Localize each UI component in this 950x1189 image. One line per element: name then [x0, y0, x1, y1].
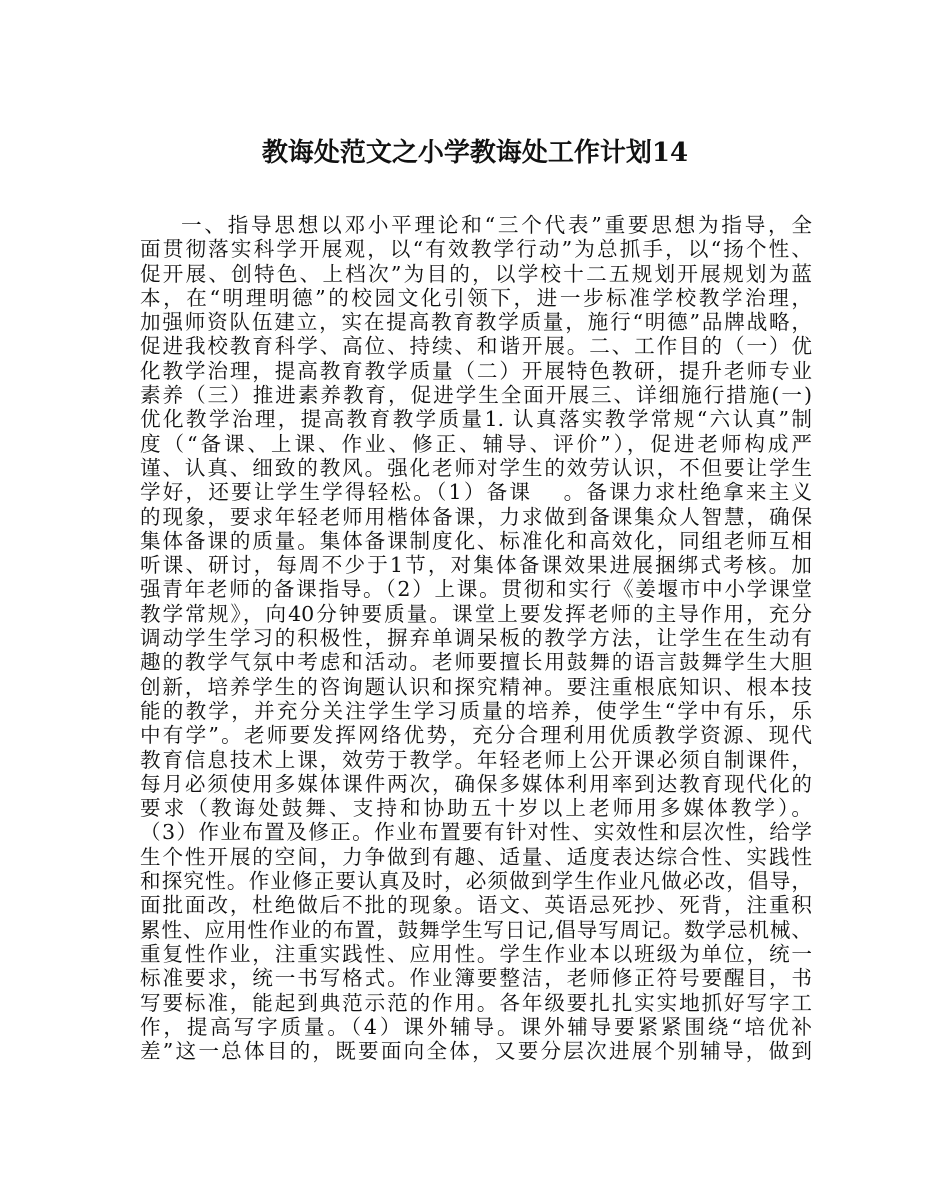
body-text-line: 促开展、创特色、上档次”为目的，以学校十二五规划开展规划为蓝 — [140, 261, 812, 286]
body-text-line: 写要标准，能起到典范示范的作用。各年级要扎扎实实地抓好写字工 — [140, 990, 812, 1015]
body-text-line: 重复性作业，注重实践性、应用性。学生作业本以班级为单位，统一 — [140, 941, 812, 966]
body-text-line: 标准要求，统一书写格式。作业簿要整洁，老师修正符号要醒目，书 — [140, 966, 812, 991]
body-text-line: 强青年老师的备课指导。（2）上课。贯彻和实行《姜堰市中小学课堂 — [140, 577, 812, 602]
body-text-line: 优化教学治理，提高教育教学质量1. 认真落实教学常规“六认真”制 — [140, 407, 812, 432]
body-text-line: 作，提高写字质量。（4）课外辅导。课外辅导要紧紧围绕“培优补 — [140, 1014, 812, 1039]
document-title: 教诲处范文之小学教诲处工作计划14 — [261, 138, 689, 168]
body-text-line: 生个性开展的空间，力争做到有趣、适量、适度表达综合性、实践性 — [140, 844, 812, 869]
body-text-line: 教学常规》，向40分钟要质量。课堂上要发挥老师的主导作用，充分 — [140, 601, 812, 626]
body-text-line: 谨、认真、细致的教风。强化老师对学生的效劳认识，不但要让学生 — [140, 455, 812, 480]
body-text-line: 和探究性。作业修正要认真及时，必须做到学生作业凡做必改，倡导， — [140, 869, 812, 894]
body-text-line: 趣的教学气氛中考虑和活动。老师要擅长用鼓舞的语言鼓舞学生大胆 — [140, 650, 812, 675]
body-text-line: 本，在“明理明德”的校园文化引领下，进一步标准学校教学治理， — [140, 285, 812, 310]
document-body — [140, 213, 812, 1063]
body-text-line: 面批面改，杜绝做后不批的现象。语文、英语忌死抄、死背，注重积 — [140, 893, 812, 918]
body-text-line: 面贯彻落实科学开展观，以“有效教学行动”为总抓手，以“扬个性、 — [140, 237, 812, 262]
body-text-line: 学好，还要让学生学得轻松。（1）备课 。备课力求杜绝拿来主义 — [140, 480, 812, 505]
body-text-line: 差”这一总体目的，既要面向全体，又要分层次进展个别辅导，做到 — [140, 1039, 812, 1064]
body-text-line: 要求（教诲处鼓舞、支持和协助五十岁以上老师用多媒体教学）。 — [140, 796, 812, 821]
body-text-line: （3）作业布置及修正。作业布置要有针对性、实效性和层次性，给学 — [140, 820, 812, 845]
body-text-line: 集体备课的质量。集体备课制度化、标准化和高效化，同组老师互相 — [140, 528, 812, 553]
body-text-line: 素养（三）推进素养教育，促进学生全面开展三、详细施行措施(一) — [140, 383, 812, 408]
body-text-line: 中有学”。老师要发挥网络优势，充分合理利用优质教学资源、现代 — [140, 723, 812, 748]
body-text-line: 能的教学，并充分关注学生学习质量的培养，使学生“学中有乐，乐 — [140, 698, 812, 723]
body-text-line: 化教学治理，提高教育教学质量（二）开展特色教研，提升老师专业 — [140, 358, 812, 383]
body-text-line: 加强师资队伍建立，实在提高教育教学质量，施行“明德”品牌战略， — [140, 310, 812, 335]
body-text-line: 一、指导思想以邓小平理论和“三个代表”重要思想为指导，全 — [181, 213, 812, 237]
body-text-line: 调动学生学习的积极性，摒弃单调呆板的教学方法，让学生在生动有 — [140, 626, 812, 651]
body-text-line: 累性、应用性作业的布置，鼓舞学生写日记,倡导写周记。数学忌机械、 — [140, 917, 812, 942]
body-text-line: 度（“备课、上课、作业、修正、辅导、评价”），促进老师构成严 — [140, 431, 812, 456]
body-text-line: 创新，培养学生的咨询题认识和探究精神。要注重根底知识、根本技 — [140, 674, 812, 699]
body-text-line: 每月必须使用多媒体课件两次，确保多媒体利用率到达教育现代化的 — [140, 771, 812, 796]
body-text-line: 促进我校教育科学、高位、持续、和谐开展。二、工作目的（一）优 — [140, 334, 812, 359]
body-text-line: 的现象，要求年轻老师用楷体备课，力求做到备课集众人智慧，确保 — [140, 504, 812, 529]
body-text-line: 听课、研讨，每周不少于1节，对集体备课效果进展捆绑式考核。加 — [140, 553, 812, 578]
body-text-line: 教育信息技术上课，效劳于教学。年轻老师上公开课必须自制课件， — [140, 747, 812, 772]
